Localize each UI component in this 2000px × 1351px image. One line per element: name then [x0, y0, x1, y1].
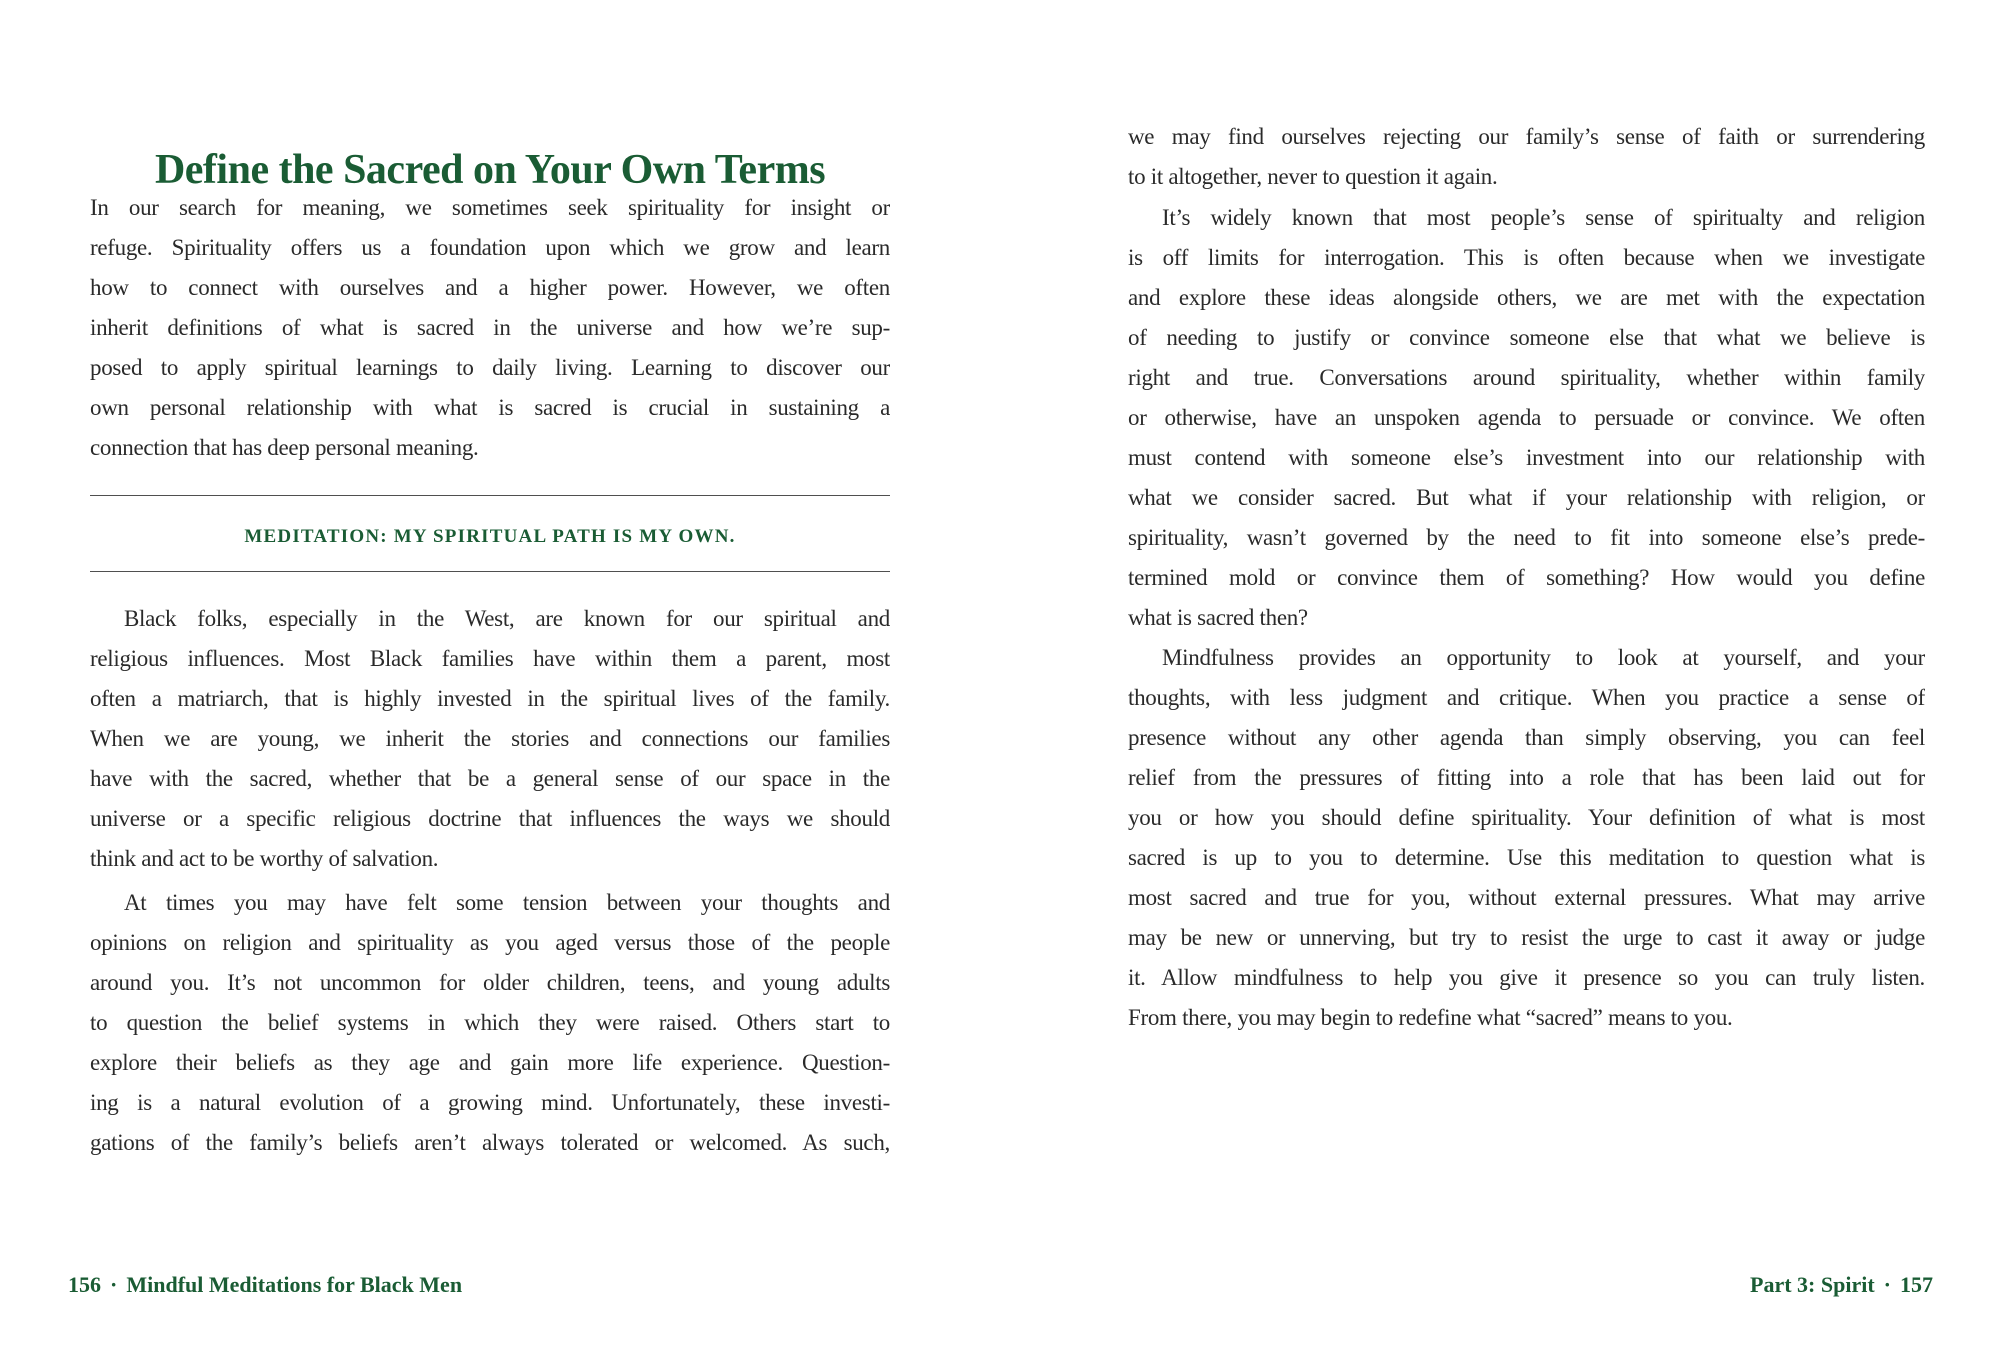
chapter-title: Define the Sacred on Your Own Terms [154, 147, 826, 194]
text-line: to it altogether, never to question it again. [1128, 164, 1498, 189]
footer-separator: · [1883, 1272, 1891, 1297]
text-line: may be new or unnerving, but try to resist the urge to cast it away or judge [1128, 925, 1925, 950]
text-line: It’s widely known that most people’s sense of spiritualty and religion [1162, 205, 1925, 230]
meditation-label: MEDITATION: MY SPIRITUAL PATH IS MY OWN. [244, 526, 736, 547]
book-title: Mindful Meditations for Black Men [126, 1272, 463, 1297]
text-line: around you. It’s not uncommon for older children, teens, and young adults [90, 970, 890, 995]
body-paragraph [90, 188, 890, 468]
text-line: explore their beliefs as they age and gain more life experience. Question- [90, 1050, 890, 1075]
meditation-divider-rule-bottom [90, 571, 890, 572]
text-line: and explore these ideas alongside others, we are met with the expectation [1128, 285, 1925, 310]
text-line: connection that has deep personal meaning. [90, 435, 479, 460]
body-paragraph [90, 599, 890, 879]
text-line: you or how you should define spirituality. Your definition of what is most [1128, 805, 1925, 830]
body-paragraph [1128, 198, 1925, 638]
text-line: ing is a natural evolution of a growing mind. Unfortunately, these investi- [90, 1090, 890, 1115]
text-line: of needing to justify or convince someone else that what we believe is [1128, 325, 1925, 350]
text-line: it. Allow mindfulness to help you give it presence so you can truly listen. [1128, 965, 1925, 990]
text-line: presence without any other agenda than simply observing, you can feel [1128, 725, 1925, 750]
text-line: thoughts, with less judgment and critique. When you practice a sense of [1128, 685, 1925, 710]
text-line: spirituality, wasn’t governed by the need to fit into someone else’s prede- [1128, 525, 1925, 550]
text-line: sacred is up to you to determine. Use this meditation to question what is [1128, 845, 1925, 870]
text-line: inherit definitions of what is sacred in the universe and how we’re sup- [90, 315, 890, 340]
text-line: relief from the pressures of fitting into a role that has been laid out for [1128, 765, 1925, 790]
text-line: have with the sacred, whether that be a general sense of our space in the [90, 766, 890, 791]
body-paragraph [1128, 638, 1925, 1038]
text-line: must contend with someone else’s investment into our relationship with [1128, 445, 1925, 470]
text-line: right and true. Conversations around spirituality, whether within family [1128, 365, 1925, 390]
meditation-divider-rule-top [90, 495, 890, 496]
text-line: From there, you may begin to redefine what “sacred” means to you. [1128, 1005, 1733, 1030]
text-line: what is sacred then? [1128, 605, 1308, 630]
text-line: what we consider sacred. But what if your relationship with religion, or [1128, 485, 1925, 510]
page-number: 157 [1900, 1272, 1933, 1297]
text-line: When we are young, we inherit the stories and connections our families [90, 726, 890, 751]
text-line: Mindfulness provides an opportunity to look at yourself, and your [1162, 645, 1925, 670]
right-page-footer [1750, 1270, 1933, 1300]
text-line: Black folks, especially in the West, are known for our spiritual and [124, 606, 890, 631]
text-line: opinions on religion and spirituality as you aged versus those of the people [90, 930, 890, 955]
text-line: we may find ourselves rejecting our family’s sense of faith or surrendering [1128, 124, 1925, 149]
text-line: termined mold or convince them of something? How would you define [1128, 565, 1925, 590]
text-line: religious influences. Most Black families have within them a parent, most [90, 646, 890, 671]
text-line: often a matriarch, that is highly invested in the spiritual lives of the family. [90, 686, 890, 711]
footer-separator: · [110, 1272, 118, 1297]
left-page-footer [68, 1270, 462, 1300]
text-line: to question the belief systems in which they were raised. Others start to [90, 1010, 890, 1035]
text-line: how to connect with ourselves and a higher power. However, we often [90, 275, 890, 300]
text-line: At times you may have felt some tension between your thoughts and [124, 890, 890, 915]
text-line: universe or a specific religious doctrine that influences the ways we should [90, 806, 890, 831]
section-title: Part 3: Spirit [1750, 1272, 1875, 1297]
text-line: is off limits for interrogation. This is often because when we investigate [1128, 245, 1925, 270]
text-line: posed to apply spiritual learnings to daily living. Learning to discover our [90, 355, 890, 380]
text-line: In our search for meaning, we sometimes seek spirituality for insight or [90, 195, 890, 220]
text-line: most sacred and true for you, without external pressures. What may arrive [1128, 885, 1925, 910]
text-line: gations of the family’s beliefs aren’t always tolerated or welcomed. As such, [90, 1130, 890, 1155]
text-line: or otherwise, have an unspoken agenda to persuade or convince. We often [1128, 405, 1925, 430]
text-line: think and act to be worthy of salvation. [90, 846, 439, 871]
text-line: refuge. Spirituality offers us a foundation upon which we grow and learn [90, 235, 890, 260]
text-line: own personal relationship with what is sacred is crucial in sustaining a [90, 395, 890, 420]
body-paragraph [90, 883, 890, 1163]
body-paragraph [1128, 117, 1925, 197]
page-number: 156 [68, 1272, 101, 1297]
